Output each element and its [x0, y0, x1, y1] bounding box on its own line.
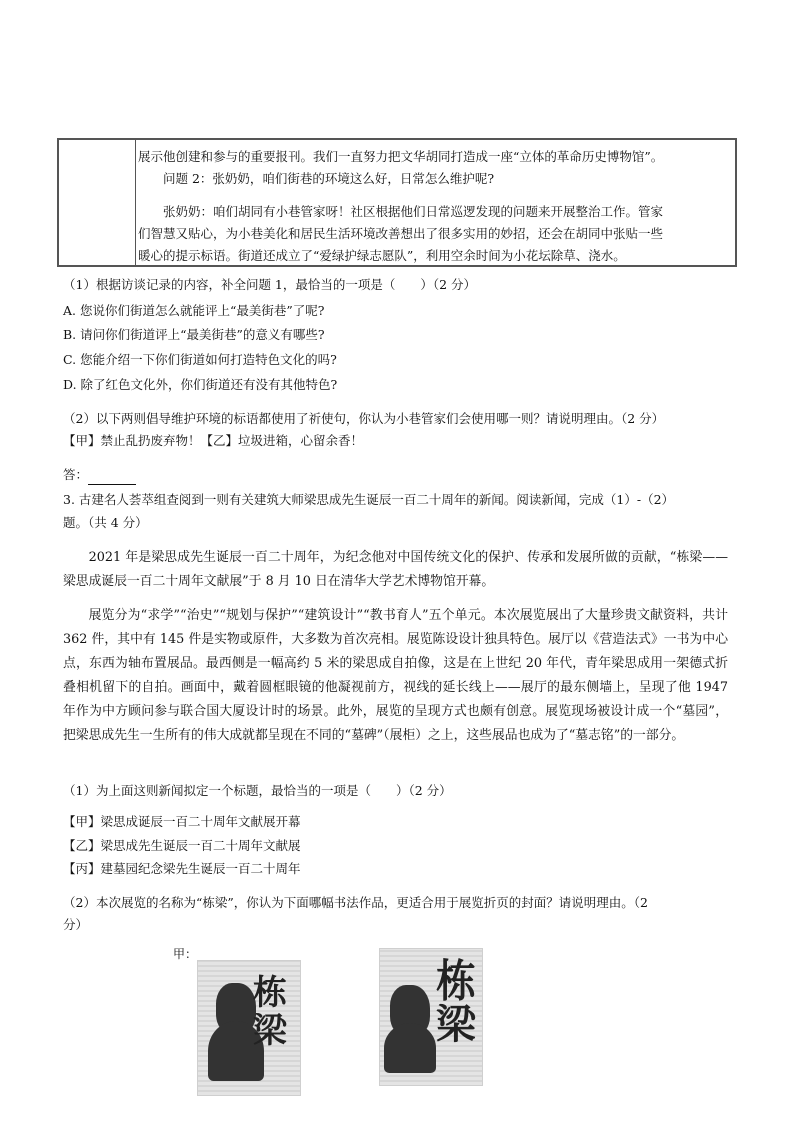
poster-yi-image [379, 948, 483, 1086]
q3-sub1-option-yi: 【乙】梁思成先生诞辰一百二十周年文献展 [63, 838, 301, 853]
poster-yi-char-1: 栋 [436, 956, 476, 1007]
q3-intro-line-2: 题。（共 4 分） [63, 515, 148, 530]
q2-answer-line [63, 465, 136, 485]
q3-sub2-stem-line-2: 分） [63, 917, 89, 932]
poster-yi-char-2: 梁 [436, 1001, 476, 1048]
table-row-1-text: 展示他创建和参与的重要报刊。我们一直努力把文华胡同打造成一座“立体的革命历史博物馆”。 [138, 149, 664, 164]
q3-sub2-stem-line-1: （2）本次展览的名称为“栋梁”，你认为下面哪幅书法作品，更适合用于展览折页的封面？请说明理由。（2 [63, 895, 648, 910]
news-paragraph-1: 2021 年是梁思成先生诞辰一百二十周年，为纪念他对中国传统文化的保护、传承和发展所做的贡献，“栋梁——梁思成诞辰一百二十周年文献展”于 8 月 10 日在清华大学艺术博物馆开幕。 [63, 550, 728, 589]
image-label-jia: 甲： [173, 947, 198, 961]
poster-jia-char-2: 梁 [253, 1011, 287, 1051]
q2-stem: （2）以下两则倡导维护环境的标语都使用了祈使句，你认为小巷管家们会使用哪一则？请说明理由。（2 分） [63, 411, 665, 426]
q1-option-a: A. 您说你们街道怎么就能评上“最美街巷”了呢? [63, 303, 325, 318]
answer-blank[interactable] [88, 470, 136, 485]
poster-jia-image [197, 960, 301, 1096]
q1-option-b: B. 请问你们街道评上“最美街巷”的意义有哪些? [63, 327, 325, 342]
q1-option-d: D. 除了红色文化外，你们街道还有没有其他特色? [63, 377, 338, 392]
answer-label: 答： [63, 467, 89, 482]
q3-sub1-stem: （1）为上面这则新闻拟定一个标题，最恰当的一项是（ ）（2 分） [63, 783, 452, 798]
news-paragraph-2: 展览分为“求学”“治史”“规划与保护”“建筑设计”“教书育人”五个单元。本次展览展出了大量珍贵文献资料，共计 362 件，其中有 145 件是实物或原件，大多数为首次亮相。展览陈设设计独具特色。展厅以《营造法式》一书为中心点，东西为轴布置展品。最西侧是一幅高约 5 米的梁思成自拍像，这是在上世纪 20 年代，青年梁思成用一架德式折叠相机留下的自拍。画面中，戴着圆框眼镜的他凝视前方，视线的延长线上——展厅的最东侧墙上，呈现了他 1947 年作为中方顾问参与联合国大厦设计时的场景。此外，展览的呈现方式也颇有创意。展览现场被设计成一个“墓园”，把梁思成先生一生所有的伟大成就都呈现在不同的“墓碑”（展柜）之上，这些展品也成为了“墓志铭”的一部分。 [63, 608, 728, 743]
q1-stem: （1）根据访谈记录的内容，补全问题 1，最恰当的一项是（ ）（2 分） [63, 277, 477, 292]
q3-sub1-option-jia: 【甲】梁思成诞辰一百二十周年文献展开幕 [63, 814, 301, 829]
poster-jia-char-1: 栋 [253, 973, 287, 1013]
table-column-divider [135, 140, 136, 265]
table-answer-line-1: 张奶奶：咱们胡同有小巷管家呀！社区根据他们日常巡逻发现的问题来开展整治工作。管家 [163, 204, 664, 219]
table-question-2: 问题 2：张奶奶，咱们街巷的环境这么好，日常怎么维护呢? [163, 171, 495, 186]
q3-intro-line-1: 3. 古建名人荟萃组查阅到一则有关建筑大师梁思成先生诞辰一百二十周年的新闻。阅读新闻，完成（1）-（2） [63, 492, 675, 507]
q3-sub1-option-bing: 【丙】建墓园纪念梁先生诞辰一百二十周年 [63, 861, 301, 876]
portrait-shoulders [384, 1023, 436, 1073]
table-answer-line-3: 暖心的提示标语。街道还成立了“爱绿护绿志愿队”，利用空余时间为小花坛除草、浇水。 [138, 248, 626, 263]
q1-option-c: C. 您能介绍一下你们街道如何打造特色文化的吗? [63, 352, 337, 367]
table-answer-line-2: 们智慧又贴心，为小巷美化和居民生活环境改善想出了很多实用的妙招，还会在胡同中张贴一些 [138, 226, 664, 241]
q2-slogans: 【甲】禁止乱扔废弃物！【乙】垃圾进箱，心留余香！ [63, 433, 364, 448]
